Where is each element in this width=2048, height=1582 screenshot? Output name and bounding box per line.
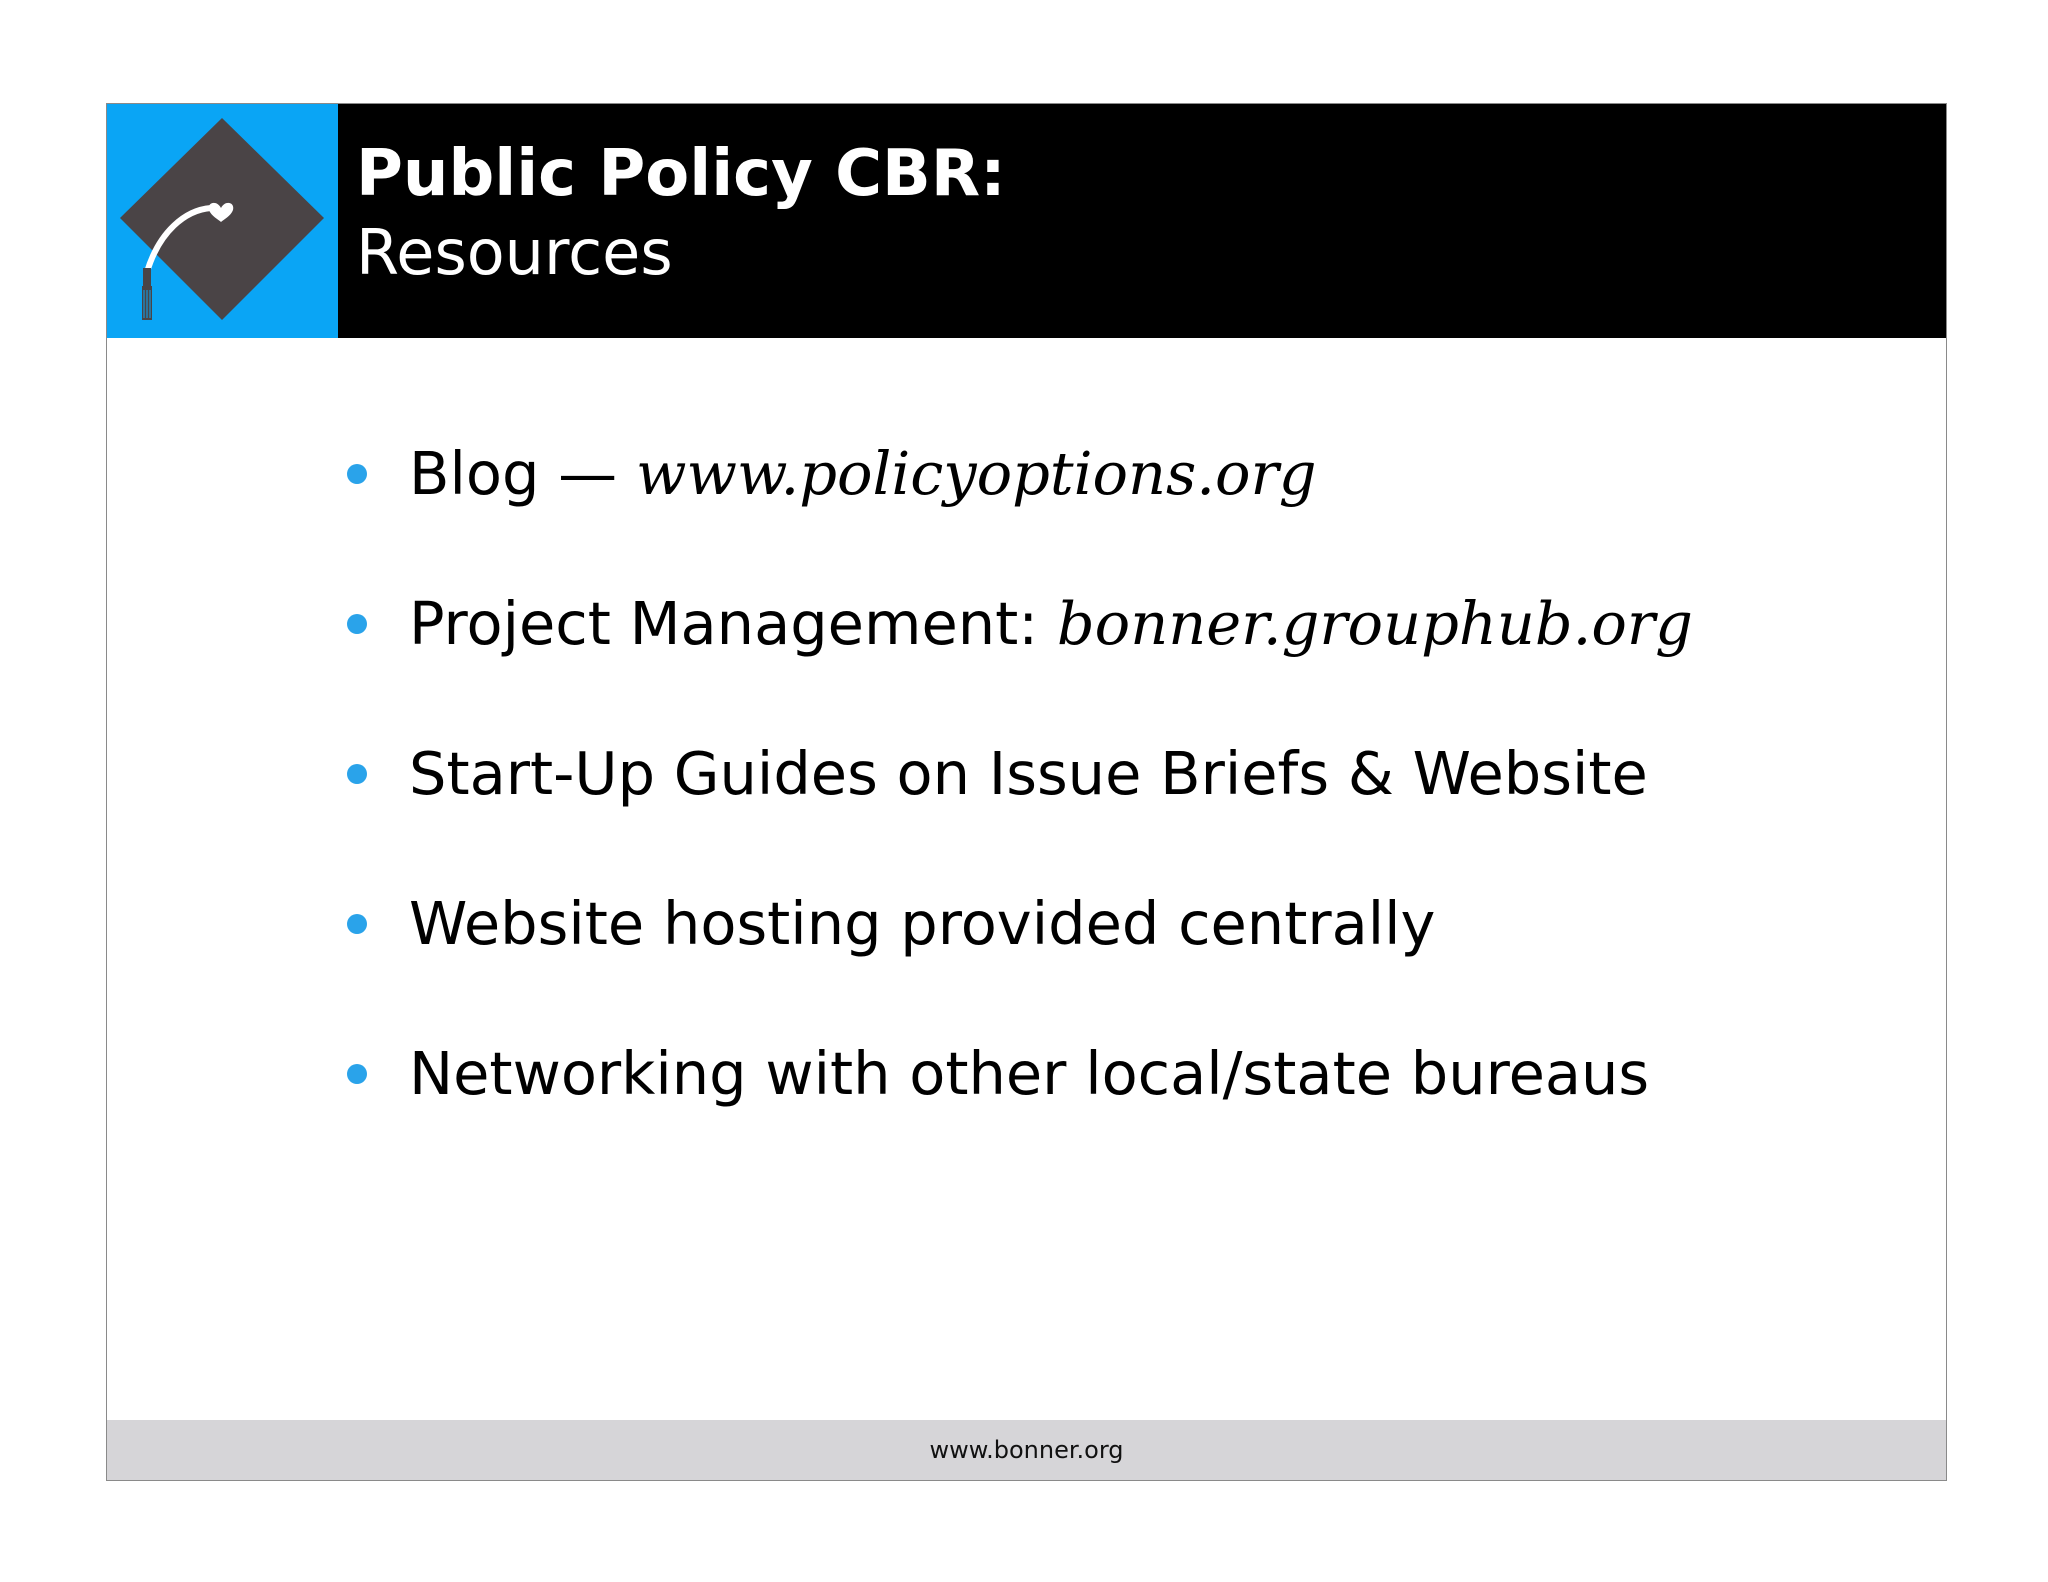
slide-footer — [107, 1420, 1946, 1480]
slide-header — [107, 104, 1946, 338]
bullet-text: Project Management: — [409, 589, 1057, 658]
bullet-text: Website hosting provided centrally — [409, 889, 1436, 958]
slide-subtitle: Resources — [356, 216, 673, 289]
bullet-text: Start-Up Guides on Issue Briefs & Website — [409, 739, 1648, 808]
graduation-cap-heart-icon — [107, 104, 338, 338]
slide-title: Public Policy CBR: — [356, 137, 1006, 211]
footer-url[interactable]: www.bonner.org — [929, 1436, 1124, 1464]
bullet-dot — [347, 914, 367, 934]
bullet-text: Blog — — [409, 439, 636, 508]
logo — [107, 104, 338, 338]
bullet-text: Networking with other local/state bureaus — [409, 1039, 1650, 1108]
bullet-dot — [347, 764, 367, 784]
bullet-dot — [347, 1064, 367, 1084]
bullet-link[interactable]: www.policyoptions.org — [635, 439, 1317, 508]
slide — [106, 103, 1947, 1481]
bullet-link[interactable]: bonner.grouphub.org — [1056, 589, 1693, 658]
bullet-dot — [347, 614, 367, 634]
bullet-dot — [347, 464, 367, 484]
